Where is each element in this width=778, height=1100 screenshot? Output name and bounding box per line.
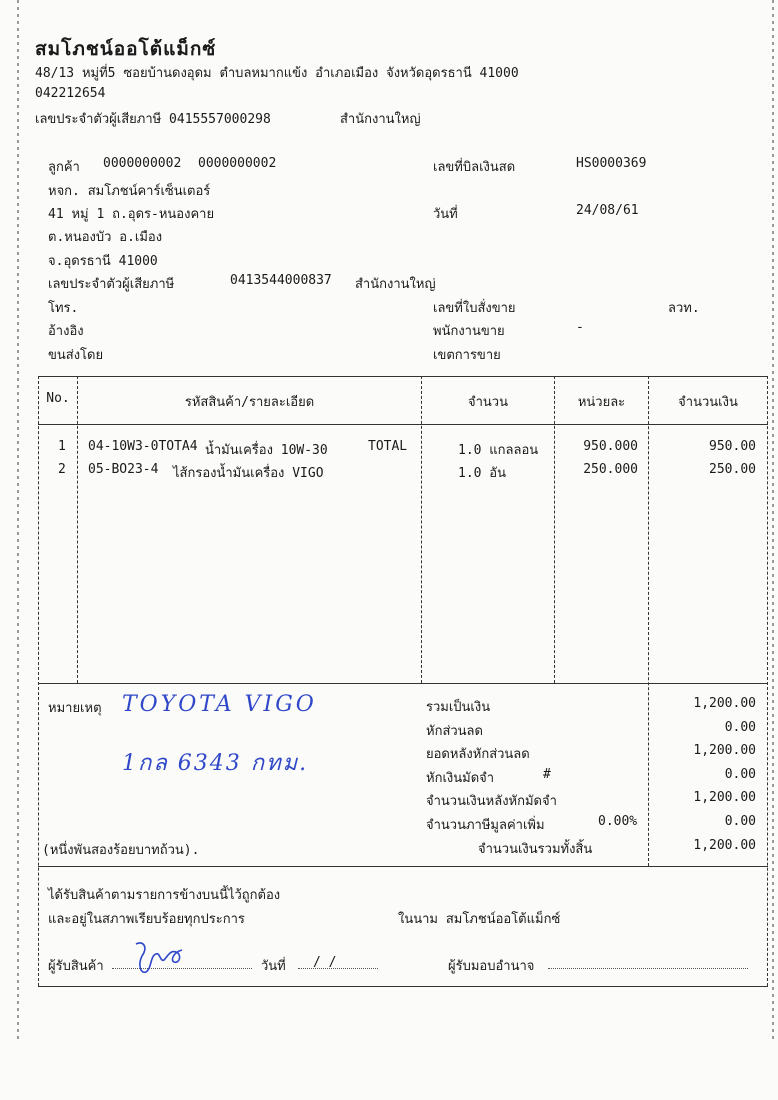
row-2-quantity: 1.0 อัน <box>458 466 507 481</box>
deposit-value: 0.00 <box>724 767 756 782</box>
subtotal-value: 1,200.00 <box>693 696 756 711</box>
row-1-unit-price: 950.000 <box>583 439 638 454</box>
sales-area-label: เขตการขาย <box>433 348 501 363</box>
customer-branch: สำนักงานใหญ่ <box>355 277 436 292</box>
discount-value: 0.00 <box>724 720 756 735</box>
after-discount-label: ยอดหลังหักส่วนลด <box>426 747 530 762</box>
row-2-unit-price: 250.000 <box>583 462 638 477</box>
company-address: 48/13 หมู่ที่5 ซอยบ้านดงอุดม ตำบลหมากแข้ง อำเภอเมือง จังหวัดอุดรธานี 41000 <box>35 66 519 81</box>
bill-no-label: เลขที่บิลเงินสด <box>433 160 516 175</box>
footer-bottom-border <box>38 986 768 987</box>
authorized-signature-line <box>548 968 748 969</box>
company-name: สมโภชน์ออโต้แม็กซ์ <box>35 38 217 60</box>
header-no: No. <box>46 391 70 406</box>
row-1-no: 1 <box>58 439 66 454</box>
table-left-border <box>38 376 39 986</box>
receipt-confirmation-2: และอยู่ในสภาพเรียบร้อยทุกประการ <box>48 912 245 927</box>
customer-address-3: จ.อุดรธานี 41000 <box>48 254 158 269</box>
salesman-value: - <box>576 320 584 335</box>
col-divider-no <box>77 376 78 683</box>
customer-address-1: 41 หมู่ 1 ถ.อุดร-หนองคาย <box>48 207 215 222</box>
customer-tax-id: 0413544000837 <box>230 273 332 288</box>
deposit-mark: # <box>543 767 551 782</box>
grand-total-label: จำนวนเงินรวมทั้งสิ้น <box>478 842 593 857</box>
after-deposit-label: จำนวนเงินหลังหักมัดจำ <box>426 794 557 809</box>
vat-value: 0.00 <box>724 814 756 829</box>
row-2-no: 2 <box>58 462 66 477</box>
vat-rate: 0.00% <box>598 814 638 829</box>
invoice-date: 24/08/61 <box>576 203 639 218</box>
customer-label: ลูกค้า <box>48 160 80 175</box>
reference-label: อ้างอิง <box>48 324 84 339</box>
row-1-brand: TOTAL <box>368 439 408 454</box>
table-top-border <box>38 376 768 377</box>
on-behalf-of: ในนาม สมโภชน์ออโต้แม็กซ์ <box>398 912 561 927</box>
row-2-amount: 250.00 <box>709 462 756 477</box>
header-amount: จำนวนเงิน <box>678 395 738 410</box>
row-1-code: 04-10W3-0TOTA4 <box>88 439 198 454</box>
row-1-quantity: 1.0 แกลลอน <box>458 443 539 458</box>
discount-label: หักส่วนลด <box>426 724 483 739</box>
table-bottom-border <box>38 683 768 684</box>
receive-date-line <box>298 968 378 969</box>
deposit-label: หักเงินมัดจำ <box>426 771 495 786</box>
col-divider-qty <box>554 376 555 683</box>
phone-label: โทร. <box>48 301 79 316</box>
customer-code-2: 0000000002 <box>198 156 277 171</box>
company-branch: สำนักงานใหญ่ <box>340 112 421 127</box>
salesman-label: พนักงานขาย <box>433 324 505 339</box>
receiver-signature <box>130 938 190 980</box>
header-description: รหัสสินค้า/รายละเอียด <box>184 395 315 410</box>
receipt-confirmation-1: ได้รับสินค้าตามรายการข้างบนนี้ไว้ถูกต้อง <box>48 888 281 903</box>
receiver-label: ผู้รับสินค้า <box>48 959 104 974</box>
company-tax-id: เลขประจำตัวผู้เสียภาษี 0415557000298 <box>35 112 271 127</box>
header-unit-price: หน่วยละ <box>577 395 626 410</box>
header-quantity: จำนวน <box>468 395 508 410</box>
row-2-description: ไส้กรองน้ำมันเครื่อง VIGO <box>173 466 324 481</box>
company-phone: 042212654 <box>35 86 106 101</box>
after-discount-value: 1,200.00 <box>693 743 756 758</box>
date-label: วันที่ <box>433 207 458 222</box>
customer-address-2: ต.หนองบัว อ.เมือง <box>48 230 163 245</box>
vat-label: จำนวนภาษีมูลค่าเพิ่ม <box>426 818 545 833</box>
handwritten-plate: 1กล 6343 กทม. <box>122 751 309 776</box>
ship-by-label: ขนส่งโดย <box>48 348 104 363</box>
sales-order-label: เลขที่ใบสั่งขาย <box>433 301 516 316</box>
table-header-border <box>38 424 768 425</box>
receive-date-label: วันที่ <box>261 959 286 974</box>
perforation-right <box>772 0 774 1040</box>
perforation-left <box>17 0 19 1040</box>
after-deposit-value: 1,200.00 <box>693 790 756 805</box>
table-right-border <box>767 376 768 986</box>
grand-total-value: 1,200.00 <box>693 838 756 853</box>
authorized-label: ผู้รับมอบอำนาจ <box>448 959 535 974</box>
customer-tax-label: เลขประจำตัวผู้เสียภาษี <box>48 277 175 292</box>
row-1-description: น้ำมันเครื่อง 10W-30 <box>205 443 328 458</box>
row-1-amount: 950.00 <box>709 439 756 454</box>
footer-top-border <box>38 866 768 867</box>
customer-name: หจก. สมโภชน์คาร์เซ็นเตอร์ <box>48 184 211 199</box>
row-2-code: 05-BO23-4 <box>88 462 159 477</box>
handwritten-vehicle: TOYOTA VIGO <box>122 692 317 717</box>
bill-no: HS0000369 <box>576 156 647 171</box>
amount-in-words: (หนึ่งพันสองร้อยบาทถ้วน). <box>42 843 200 858</box>
receive-date-blank: / / <box>313 955 337 970</box>
subtotal-label: รวมเป็นเงิน <box>426 700 491 715</box>
remarks-label: หมายเหตุ <box>48 701 102 716</box>
col-divider-desc <box>421 376 422 683</box>
customer-code-1: 0000000002 <box>103 156 182 171</box>
sales-order-value: ลวท. <box>668 301 700 316</box>
